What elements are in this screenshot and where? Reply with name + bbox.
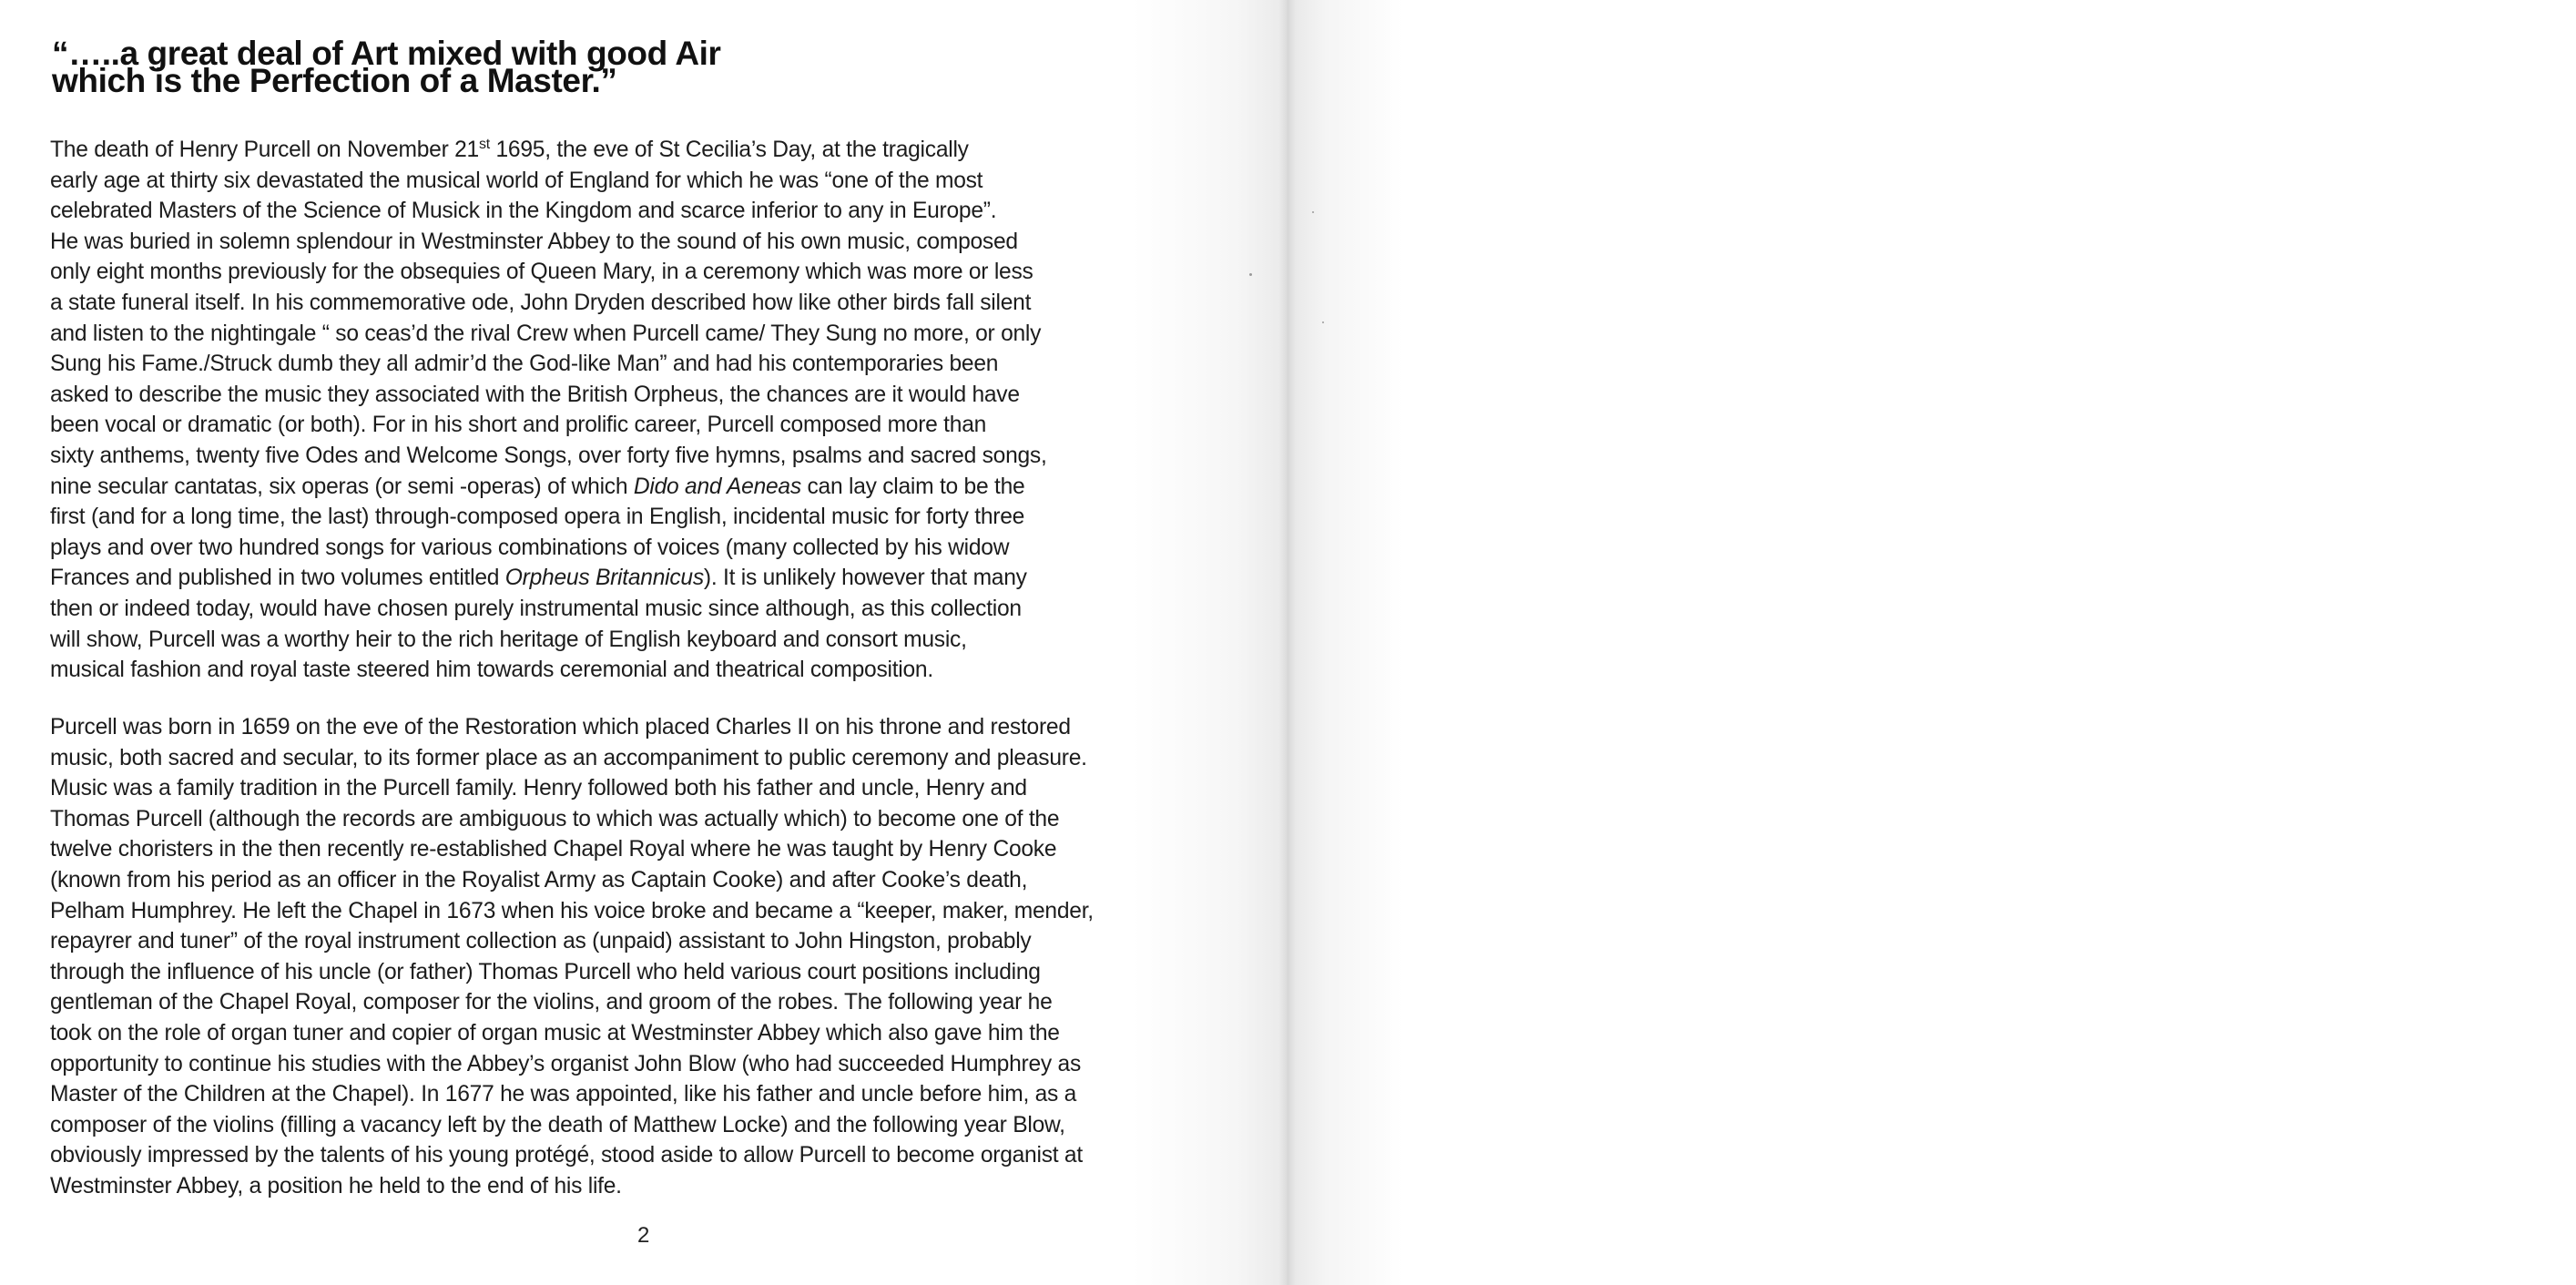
text-line: He was buried in solemn splendour in Westminster Abbey to the sound of his own music, composed [50, 229, 1018, 254]
text-line: music, both sacred and secular, to its former place as an accompaniment to public ceremony and pleasure. [50, 745, 1087, 770]
text-line: asked to describe the music they associated with the British Orpheus, the chances are it would have [50, 382, 1020, 407]
paper-speck [1249, 273, 1252, 276]
text-line: nine secular cantatas, six operas (or semi -operas) of which Dido and Aeneas can lay claim to be the [50, 474, 1025, 499]
right-page [1288, 0, 2576, 1285]
text-line: first (and for a long time, the last) through-composed opera in English, incidental music for forty three [50, 505, 1025, 530]
text-line: Frances and published in two volumes entitled Orpheus Britannicus). It is unlikely however that many [50, 566, 1027, 591]
text-line: sixty anthems, twenty five Odes and Welcome Songs, over forty five hymns, psalms and sacred songs, [50, 443, 1047, 468]
text-line: repayrer and tuner” of the royal instrument collection as (unpaid) assistant to John Hingston, probably [50, 929, 1032, 954]
intro-paragraph [50, 135, 1047, 686]
paper-speck [1312, 211, 1314, 213]
quote-heading-line: “…..a great deal of Art mixed with good Air [52, 35, 721, 72]
text-line: Music was a family tradition in the Purcell family. Henry followed both his father and uncle, Henry and [50, 776, 1027, 801]
text-line: (known from his period as an officer in the Royalist Army as Captain Cooke) and after Cooke’s death, [50, 867, 1028, 892]
text-line: The death of Henry Purcell on November 21st 1695, the eve of St Cecilia’s Day, at the tragically [50, 136, 969, 162]
text-line: obviously impressed by the talents of his young protégé, stood aside to allow Purcell to become organist at [50, 1143, 1083, 1168]
text-line: took on the role of organ tuner and copier of organ music at Westminster Abbey which also gave him the [50, 1020, 1060, 1045]
text-line: Purcell was born in 1659 on the eve of the Restoration which placed Charles II on his throne and restored [50, 715, 1071, 739]
text-line: musical fashion and royal taste steered him towards ceremonial and theatrical composition. [50, 658, 933, 683]
text-line: twelve choristers in the then recently re-established Chapel Royal where he was taught by Henry Cooke [50, 837, 1057, 862]
book-gutter [1279, 0, 1296, 1285]
text-line: celebrated Masters of the Science of Musick in the Kingdom and scarce inferior to any in Europe”. [50, 199, 997, 224]
text-line: through the influence of his uncle (or father) Thomas Purcell who held various court positions including [50, 959, 1041, 984]
text-line: and listen to the nightingale “ so ceas’d the rival Crew when Purcell came/ They Sung no more, or only [50, 321, 1042, 346]
text-line: composer of the violins (filling a vacancy left by the death of Matthew Locke) and the following year Blow, [50, 1112, 1065, 1137]
text-line: opportunity to continue his studies with the Abbey’s organist John Blow (who had succeeded Humphrey as [50, 1051, 1082, 1076]
text-line: Westminster Abbey, a position he held to the end of his life. [50, 1173, 622, 1198]
text-line: been vocal or dramatic (or both). For in his short and prolific career, Purcell composed more than [50, 413, 987, 438]
text-line: a state funeral itself. In his commemorative ode, John Dryden described how like other birds fall silent [50, 290, 1032, 315]
biography-paragraph [50, 712, 1094, 1202]
text-line: then or indeed today, would have chosen purely instrumental music since although, as this collection [50, 596, 1022, 621]
text-line: Sung his Fame./Struck dumb they all admir’d the God-like Man” and had his contemporaries been [50, 352, 999, 377]
quote-heading [52, 35, 962, 99]
text-line: Master of the Children at the Chapel). In 1677 he was appointed, like his father and uncle before him, as a [50, 1082, 1077, 1107]
text-line: early age at thirty six devastated the musical world of England for which he was “one of the most [50, 168, 983, 193]
text-line: plays and over two hundred songs for various combinations of voices (many collected by his widow [50, 535, 1010, 560]
paper-speck [1322, 321, 1324, 323]
quote-heading-line: which is the Perfection of a Master.” [52, 62, 617, 99]
text-line: Thomas Purcell (although the records are ambiguous to which was actually which) to become one of the [50, 806, 1060, 831]
text-line: Pelham Humphrey. He left the Chapel in 1673 when his voice broke and became a “keeper, maker, mender, [50, 898, 1094, 923]
text-line: gentleman of the Chapel Royal, composer for the violins, and groom of the robes. The following year he [50, 990, 1053, 1015]
text-line: only eight months previously for the obsequies of Queen Mary, in a ceremony which was more or less [50, 260, 1033, 285]
page-number-left: 2 [637, 1223, 650, 1248]
text-line: will show, Purcell was a worthy heir to the rich heritage of English keyboard and consort music, [50, 627, 967, 652]
